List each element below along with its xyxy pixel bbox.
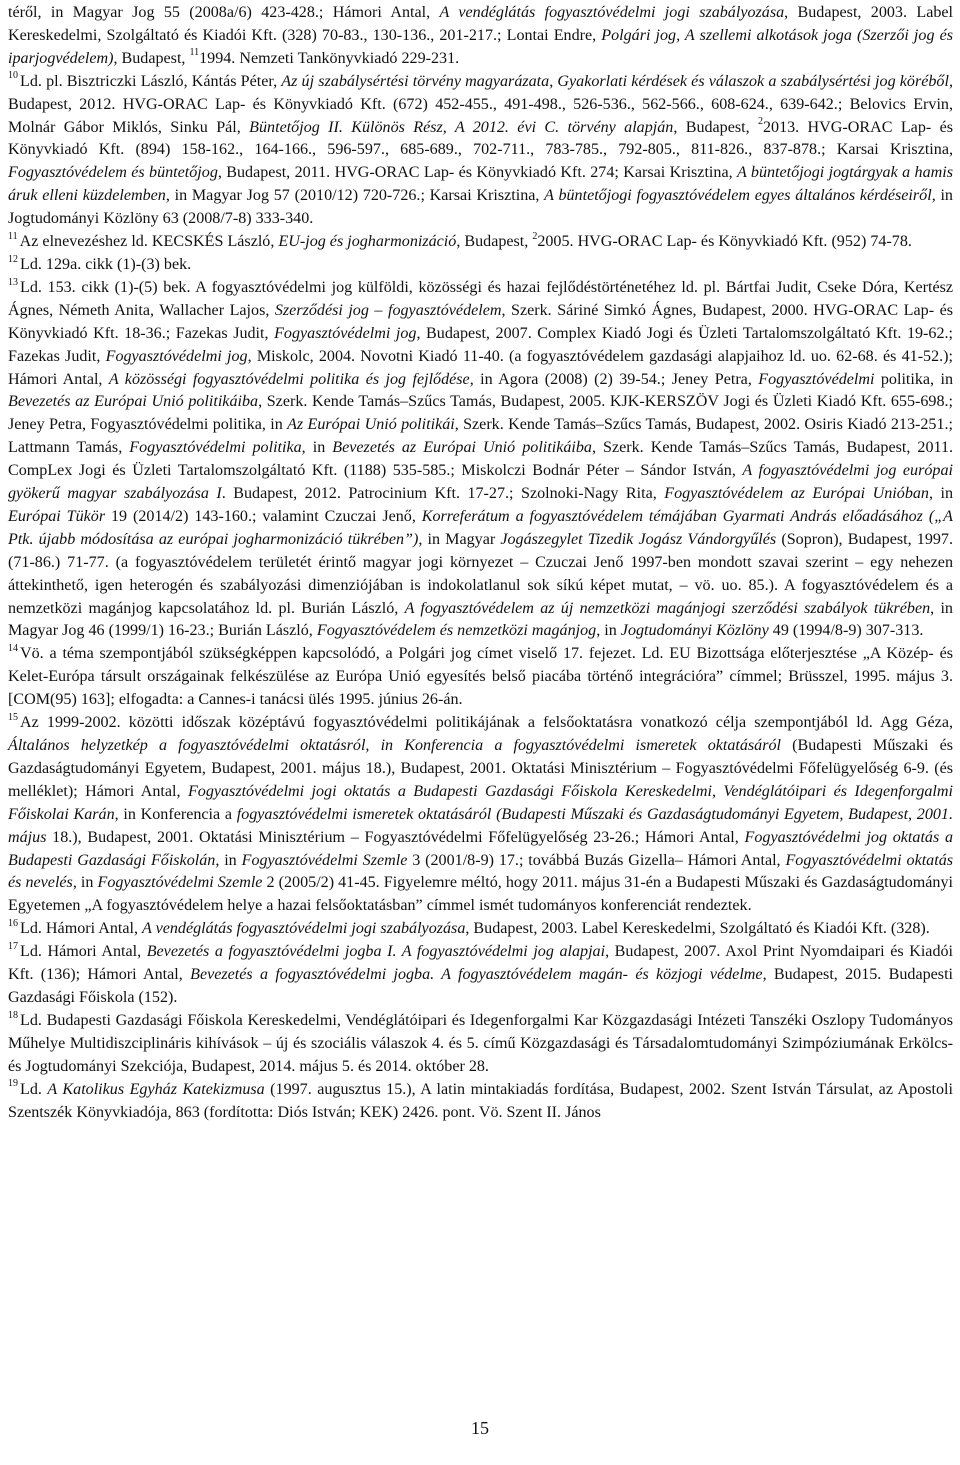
italic-title: Fogyasztóvédelmi jogi oktatás a Budapesti Gazdasági Főiskola Kereskedelmi, Vendéglátóipari és Idegenforgalmi Főiskolai Karán bbox=[8, 782, 953, 823]
italic-title: Szerződési jog – fogyasztóvédelem bbox=[274, 301, 502, 319]
footnote-text: 2013. HVG-ORAC Lap- és Könyvkiadó Kft. (894) 158-162., 164-166., 596-597., 685-689., 702-711., 783-785., 792-805., 811-826., 837-878.; Karsai Krisztina, bbox=[8, 118, 953, 159]
footnote-text: Ld. Hámori Antal, bbox=[20, 943, 147, 961]
footnote-text: 1994. Nemzeti Tankönyvkiadó 229-231. bbox=[199, 49, 460, 67]
footnote-number: 18 bbox=[8, 1009, 18, 1021]
footnote-text: téről, in Magyar Jog 55 (2008a/6) 423-428.; Hámori Antal, bbox=[8, 4, 440, 21]
italic-title: Fogyasztóvédelmi politika bbox=[129, 439, 302, 457]
footnote-text: (1997. augusztus 15.), A latin mintakiadás fordítása, Budapest, 2002. Szent István Társulat, az Apostoli Szentszék Könyvkiadója, 863 (fordította: Diós István; KEK) 2426. pont. Vö. Szent II. János bbox=[8, 1080, 953, 1121]
italic-title: Fogyasztóvédelmi jog bbox=[274, 324, 417, 342]
footnote-text: , Szerk. Sáriné Simkó Ágnes, Budapest, 2000. HVG-ORAC Lap- és Könyvkiadó Kft. 18-36.; Fazekas Judit, bbox=[8, 301, 953, 342]
italic-title: Bevezetés az Európai Unió politikáiba bbox=[332, 439, 592, 457]
footnote-text: Az 1999-2002. közötti időszak középtávú fogyasztóvédelmi politikájának a felsőoktatásra vonatkozó célja szempontjából ld. Agg Géza, bbox=[20, 714, 953, 732]
footnote-text: , Budapest, 2003. Label Kereskedelmi, Szolgáltató és Kiadói Kft. (328) 70-83., 130-136., 201-217.; Lontai Endre, bbox=[8, 4, 953, 44]
footnotes-area bbox=[8, 2, 953, 1124]
footnote-text: , in Magyar Jog 46 (1999/1) 16-23.; Burián László, bbox=[8, 599, 953, 640]
italic-title: A fogyasztóvédelmi jog európai gyökerű magyar szabályozása I bbox=[8, 462, 953, 503]
footnote-number: 10 bbox=[8, 70, 18, 82]
footnote bbox=[8, 643, 953, 712]
footnote-text: , Szerk. Kende Tamás–Szűcs Tamás, Budapest, 2005. KJK-KERSZÖV Jogi és Üzleti Kiadó Kft. 655-698.; Jeney Petra, Fogyasztóvédelmi politika, in bbox=[8, 393, 953, 434]
italic-title: Bevezetés az Európai Unió politikáiba bbox=[8, 393, 259, 411]
footnote-text: (Sopron), Budapest, 1997. (71-86.) 71-77. (a fogyasztóvédelem területét érintő magyar jogi környezet – Czuczai Jenő 1997-ben mondott szavai szerint – egy nehezen áttekinthető, igen heterogén és szabályozási dimenziójában is indokolatlanul sok síkú képet mutat, – vö. uo. 85.). A fogyasztóvédelem és a nemzetközi magánjog kapcsolatához ld. pl. Burián László, bbox=[8, 530, 953, 617]
italic-title: EU-jog és jogharmonizáció bbox=[278, 233, 457, 251]
footnote-number: 12 bbox=[8, 253, 18, 265]
footnote-text: 3 (2001/8-9) 17.; továbbá Buzás Gizella– Hámori Antal, bbox=[407, 851, 786, 869]
footnote-text: , in bbox=[301, 439, 333, 457]
footnote-text: , in Jogtudományi Közlöny 63 (2008/7-8) 333-340. bbox=[8, 187, 953, 228]
italic-title: Fogyasztóvédelem és büntetőjog bbox=[8, 164, 218, 182]
italic-title: Fogyasztóvédelmi jog bbox=[105, 347, 248, 365]
italic-title: Általános helyzetkép a fogyasztóvédelmi oktatásról, in Konferencia a fogyasztóvédelmi ismeretek oktatásáról bbox=[8, 737, 782, 754]
footnote-number: 15 bbox=[8, 711, 18, 723]
footnote bbox=[8, 231, 953, 254]
italic-title: Bevezetés a fogyasztóvédelmi jogba I. A fogyasztóvédelmi jog alapjai bbox=[146, 943, 606, 961]
footnote-text: Ld. pl. Bisztriczki László, Kántás Péter, bbox=[20, 72, 282, 90]
footnote bbox=[8, 712, 953, 918]
footnote-text: Ld. 129a. cikk (1)-(3) bek. bbox=[20, 255, 192, 273]
footnote-text: , in Konferencia a bbox=[114, 805, 237, 823]
italic-title: Bevezetés a fogyasztóvédelmi jogba. A fogyasztóvédelem magán- és közjogi védelme bbox=[190, 966, 763, 984]
italic-title: fogyasztóvédelmi ismeretek oktatásáról (Budapesti Műszaki és Gazdaságtudományi Egyetem, Budapest, 2001. május bbox=[8, 805, 953, 846]
footnote-text: , Budapest, 2012. HVG-ORAC Lap- és Könyvkiadó Kft. (672) 452-455., 491-498., 526-536., 562-566., 608-624., 639-642.; Belovics Ervin, Molnár Gábor Miklós, Sinku Pál, bbox=[8, 72, 953, 136]
italic-title: Fogyasztóvédelmi bbox=[758, 370, 875, 388]
italic-title: A vendéglátás fogyasztóvédelmi jogi szabályozása bbox=[142, 920, 466, 938]
footnote bbox=[8, 254, 953, 277]
italic-title: Fogyasztóvédelmi oktatás és nevelés bbox=[8, 851, 954, 892]
italic-title: A fogyasztóvédelem az új nemzetközi magánjogi szerződési szabályok tükrében bbox=[404, 599, 931, 617]
edition-superscript: 11 bbox=[189, 47, 200, 59]
footnote-number: 19 bbox=[8, 1078, 18, 1090]
footnote-text: , Budapest, bbox=[113, 49, 190, 67]
footnote-text: Ld. Hámori Antal, bbox=[20, 920, 143, 938]
footnote-text: 2005. HVG-ORAC Lap- és Könyvkiadó Kft. (952) 74-78. bbox=[537, 233, 912, 251]
italic-title: Fogyasztóvédelem az Európai Unióban bbox=[664, 485, 929, 503]
footnote bbox=[8, 71, 953, 231]
footnote-text: , in Agora (2008) (2) 39-54.; Jeney Petra, bbox=[469, 370, 759, 388]
footnote bbox=[8, 918, 953, 941]
footnote-text: (Budapesti Műszaki és Gazdaságtudományi Egyetem, Budapest, 2001. május 18.), Budapest, 2001. Oktatási Minisztérium – Fogyasztóvédelmi Főfelügyelőség 6-9. (és melléklet); Hámori Antal, bbox=[8, 737, 953, 800]
footnote-text: , Budapest, 2007. Axol Print Nyomdaipari és Kiadói Kft. (136); Hámori Antal, bbox=[8, 943, 954, 984]
italic-title: Jogtudományi Közlöny bbox=[620, 622, 769, 640]
italic-title: Korreferátum a fogyasztóvédelem témájában Gyarmati András előadásához („A Ptk. újabb módosítása az európai jogharmonizáció tükrében”) bbox=[8, 507, 953, 548]
footnote-text: , in bbox=[215, 851, 242, 869]
footnote-text: , Budapest, 2011. HVG-ORAC Lap- és Könyvkiadó Kft. 274; Karsai Krisztina, bbox=[217, 164, 737, 182]
footnote-text: 49 (1994/8-9) 307-313. bbox=[768, 622, 924, 640]
footnote-text: , Szerk. Kende Tamás–Szűcs Tamás, Budapest, 2002. Osiris Kiadó 213-251.; Lattmann Tamás, bbox=[8, 416, 953, 457]
footnote-number: 13 bbox=[8, 276, 18, 288]
footnote-text: , Budapest, 2003. Label Kereskedelmi, Szolgáltató és Kiadói Kft. (328). bbox=[465, 920, 930, 938]
italic-title: Fogyasztóvédelmi jog oktatás a Budapesti Gazdasági Főiskolán bbox=[8, 828, 953, 869]
footnote bbox=[8, 2, 953, 71]
footnote-text: politika, in bbox=[874, 370, 953, 388]
footnote bbox=[8, 941, 953, 1010]
footnote bbox=[8, 277, 953, 644]
footnote bbox=[8, 1079, 953, 1125]
italic-title: Büntetőjog II. Különös Rész, A 2012. évi C. törvény alapján bbox=[249, 118, 674, 136]
edition-superscript: 2 bbox=[532, 230, 538, 242]
footnote-text: , Budapest, 2007. Complex Kiadó Jogi és Üzleti Tartalomszolgáltató Kft. 19-62.; Fazekas Judit, bbox=[8, 324, 953, 365]
italic-title: Európai Tükör bbox=[8, 507, 106, 525]
footnote-text: Az elnevezéshez ld. KECSKÉS László, bbox=[19, 233, 279, 251]
italic-title: Jogászegylet Tizedik Jogász Vándorgyűlés bbox=[500, 530, 777, 548]
footnote-text: , Szerk. Kende Tamás–Szűcs Tamás, Budapest, 2011. CompLex Jogi és Üzleti Tartalomszolgáltató Kft. (1188) 535-585.; Miskolczi Bodnár Péter – Sándor István, bbox=[8, 439, 954, 480]
footnote-text: . Budapest, 2012. Patrocinium Kft. 17-27.; Szolnoki-Nagy Rita, bbox=[221, 485, 665, 503]
footnote-number: 14 bbox=[8, 643, 18, 655]
italic-title: Az új szabálysértési törvény magyarázata, Gyakorlati kérdések és válaszok a szabálysértési jog köréből bbox=[281, 72, 949, 90]
footnote-number: 17 bbox=[8, 940, 18, 952]
footnote-text: Ld. 153. cikk (1)-(5) bek. A fogyasztóvédelmi jog külföldi, közösségi és hazai fejlődéstörténetéhez ld. pl. Bártfai Judit, Cseke Dóra, Kertész Ágnes, Németh Anita, Wallacher Lajos, bbox=[8, 278, 953, 319]
footnote-text: Vö. a téma szempontjából szükségképpen kapcsolódó, a Polgári jog címet viselő 17. fejezet. Ld. EU Bizottsága előterjesztése „A Közép- és Kelet-Európa társult országainak felkészülése az Európa Unió egyesítés belső piacába történő integrációra” címmel; Brüsszel, 1995. május 3. [COM(95) 163]; elfogadta: a Cannes-i tanácsi ülés 1995. június 26-án. bbox=[8, 645, 953, 709]
italic-title: A vendéglátás fogyasztóvédelmi jogi szabályozása bbox=[439, 4, 785, 21]
footnote-text: , Budapest, 2015. Budapesti Gazdasági Főiskola (152). bbox=[8, 966, 954, 1006]
italic-title: Fogyasztóvédelmi Szemle bbox=[97, 874, 263, 892]
footnote-text: Ld. Budapesti Gazdasági Főiskola Kereskedelmi, Vendéglátóipari és Idegenforgalmi Kar Közgazdasági Intézeti Tanszéki Oszlopy Tudományos Műhelye Multidiszciplináris kihívások – új és szociális válaszok 4. és 5. című Közgazdasági és Társadalomtudományi Szimpóziumának Erkölcs- és Jogtudományi Szekciója, Budapest, 2014. május 5. és 2014. október 28. bbox=[8, 1011, 953, 1075]
footnote-text: 18.), Budapest, 2001. Oktatási Minisztérium – Fogyasztóvédelmi Főfelügyelőség 23-26.; Hámori Antal, bbox=[46, 828, 745, 846]
footnote bbox=[8, 1010, 953, 1079]
footnote-text: 19 (2014/2) 143-160.; valamint Czuczai Jenő, bbox=[105, 507, 422, 525]
italic-title: Polgári jog, A szellemi alkotások joga (Szerzői jog és iparjogvédelem) bbox=[8, 26, 954, 67]
italic-title: Fogyasztóvédelmi Szemle bbox=[241, 851, 408, 869]
italic-title: A büntetőjogi jogtárgyak a hamis áruk elleni küzdelemben bbox=[8, 164, 953, 205]
edition-superscript: 2 bbox=[757, 116, 763, 128]
footnote-text: , in bbox=[596, 622, 621, 640]
footnote-text: , in bbox=[928, 485, 953, 503]
footnote-number: 16 bbox=[8, 917, 18, 929]
footnote-text: 2 (2005/2) 41-45. Figyelemre méltó, hogy 2011. május 31-én a Budapesti Műszaki és Gazdaságtudományi Egyetemen „A fogyasztóvédelem helye a hazai felsőoktatásban” címmel ismét tudományos konferenciát rendeztek. bbox=[8, 874, 953, 915]
italic-title: Az Európai Unió politikái bbox=[287, 416, 455, 434]
footnote-text: , Budapest, bbox=[673, 118, 758, 136]
footnote-text: , in Magyar bbox=[418, 530, 501, 548]
footnote-text: , Miskolc, 2004. Novotni Kiadó 11-40. (a fogyasztóvédelem gazdasági alapjaihoz ld. uo. 62-68. és 41-52.); Hámori Antal, bbox=[8, 347, 954, 388]
footnote-text: Ld. bbox=[20, 1080, 48, 1098]
italic-title: A közösségi fogyasztóvédelmi politika és jog fejlődése bbox=[108, 370, 470, 388]
footnote-text: , in bbox=[72, 874, 98, 892]
footnote-text: , Budapest, bbox=[456, 233, 533, 251]
footnote-number: 11 bbox=[8, 230, 18, 242]
italic-title: A büntetőjogi fogyasztóvédelem egyes általános kérdéseiről bbox=[544, 187, 932, 205]
page-number: 15 bbox=[471, 1418, 489, 1438]
footnote-text: , in Magyar Jog 57 (2010/12) 720-726.; Karsai Krisztina, bbox=[165, 187, 545, 205]
italic-title: Fogyasztóvédelem és nemzetközi magánjog bbox=[316, 622, 597, 640]
italic-title: A Katolikus Egyház Katekizmusa bbox=[47, 1080, 265, 1098]
